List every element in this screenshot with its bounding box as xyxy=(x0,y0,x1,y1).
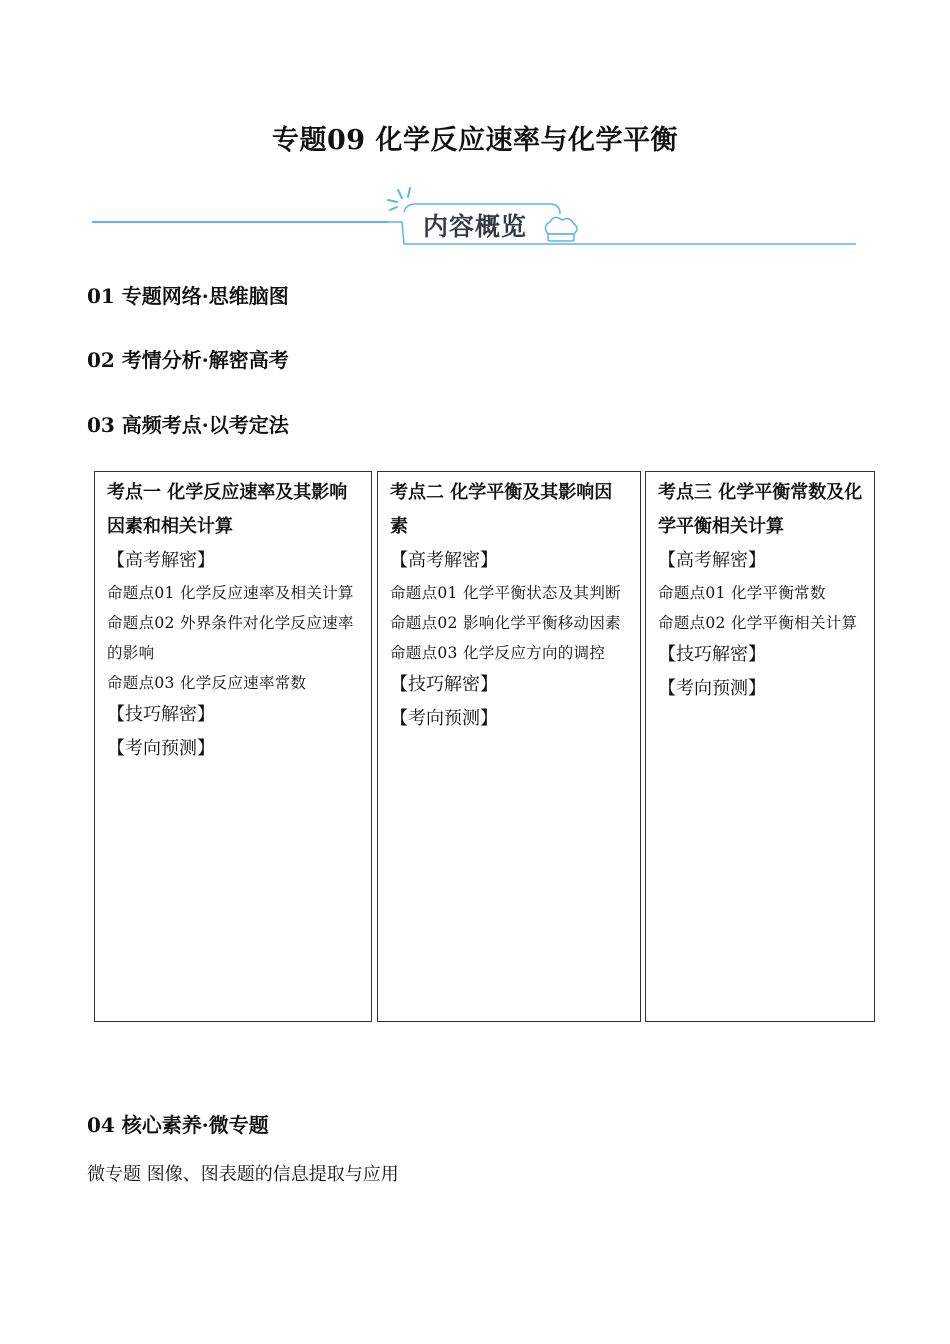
proposition-point: 命题点01 化学平衡常数 xyxy=(658,584,826,602)
section-tag: 【技巧解密】 xyxy=(107,704,215,725)
section-tag: 【高考解密】 xyxy=(390,550,498,571)
proposition-point: 命题点02 化学平衡相关计算 xyxy=(658,614,858,632)
section-tag: 【技巧解密】 xyxy=(658,644,766,665)
proposition-point: 命题点03 化学反应速率常数 xyxy=(107,674,307,692)
topic-column-3 xyxy=(645,471,875,1022)
section-heading: 03 高频考点·以考定法 xyxy=(87,413,289,437)
topic-column-2 xyxy=(377,471,641,1022)
topic-title: 考点二 化学平衡及其影响因素 xyxy=(390,482,613,537)
section-heading: 02 考情分析·解密高考 xyxy=(87,348,289,372)
section-heading: 04 核心素养·微专题 xyxy=(87,1113,269,1137)
section-tag: 【高考解密】 xyxy=(107,550,215,571)
section-tag: 【技巧解密】 xyxy=(390,674,498,695)
proposition-point: 命题点01 化学反应速率及相关计算 xyxy=(107,584,354,602)
topic-column-1 xyxy=(94,471,372,1022)
page-title: 专题09 化学反应速率与化学平衡 xyxy=(272,125,678,156)
proposition-point: 命题点02 外界条件对化学反应速率的影响 xyxy=(107,614,354,662)
proposition-point: 命题点01 化学平衡状态及其判断 xyxy=(390,584,621,602)
proposition-point: 命题点03 化学反应方向的调控 xyxy=(390,644,606,662)
topic-title: 考点三 化学平衡常数及化学平衡相关计算 xyxy=(658,482,863,537)
banner-label: 内容概览 xyxy=(423,212,528,241)
proposition-point: 命题点02 影响化学平衡移动因素 xyxy=(390,614,621,632)
chef-hat-icon xyxy=(545,217,577,241)
micro-topic-text: 微专题 图像、图表题的信息提取与应用 xyxy=(87,1164,399,1185)
section-tag: 【考向预测】 xyxy=(658,678,766,699)
topic-title: 考点一 化学反应速率及其影响因素和相关计算 xyxy=(107,482,348,537)
section-tag: 【考向预测】 xyxy=(390,708,498,729)
section-heading: 01 专题网络·思维脑图 xyxy=(87,284,289,308)
section-tag: 【考向预测】 xyxy=(107,738,215,759)
section-tag: 【高考解密】 xyxy=(658,550,766,571)
